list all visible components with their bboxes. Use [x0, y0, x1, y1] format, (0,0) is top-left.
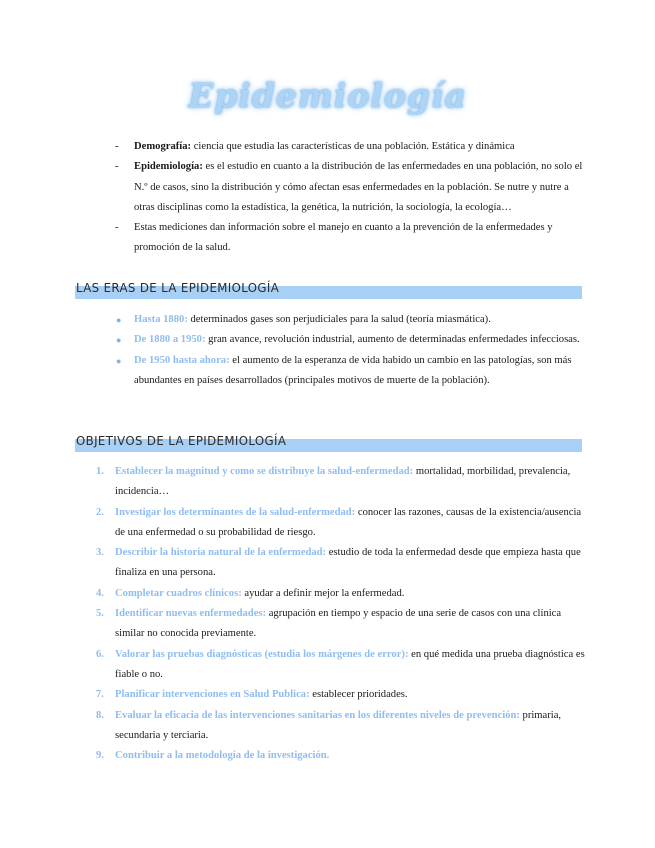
definition: Estas mediciones dan información sobre el manejo en cuanto a la prevención de la enfermedades y promoción de la salud.	[134, 222, 553, 254]
item-number: 7.	[96, 689, 104, 701]
list-item	[96, 543, 586, 584]
definition: ayudar a definir mejor la enfermedad.	[241, 587, 405, 599]
definition: el aumento de la esperanza de vida habido un cambio en las patologías, son más abundantes en países desarrollados (principales motivos de muerte de la población).	[134, 354, 572, 386]
term: Hasta 1880:	[134, 314, 188, 325]
section-title: LAS ERAS DE LA EPIDEMIOLOGÍA	[76, 281, 280, 296]
definition: estudio de toda la enfermedad desde que empieza hasta que finaliza en una persona.	[115, 547, 581, 579]
term: Contribuir a la metodología de la investigación.	[115, 750, 330, 762]
section-header-eras	[75, 281, 582, 299]
definition: en qué medida una prueba diagnóstica es fiable o no.	[115, 648, 585, 680]
term: Describir la historia natural de la enfermedad:	[115, 547, 327, 559]
definition: establecer prioridades.	[309, 689, 408, 701]
list-item	[115, 137, 585, 157]
item-number: 5.	[96, 608, 104, 620]
dash-bullet: -	[115, 161, 119, 173]
definition: determinados gases son perjudiciales para la salud (teoría miasmática).	[187, 314, 491, 325]
dash-bullet: -	[115, 222, 119, 234]
term: De 1950 hasta ahora:	[134, 354, 230, 366]
bullet-icon: ●	[116, 335, 122, 346]
item-number: 9.	[96, 750, 104, 762]
list-item	[96, 604, 586, 645]
item-number: 8.	[96, 709, 104, 721]
list-item	[96, 503, 586, 544]
definition: gran avance, revolución industrial, aumento de determinadas enfermedades infecciosas.	[205, 334, 580, 346]
definition: es el estudio en cuanto a la distribución de las enfermedades en una población, no solo el N.º de casos, sino la distribución y cómo afectan esas enfermedades en la población. Se nutre y nutre a otras disciplinas como la estadística, la genética, la nutrición, la sociología, la ecología…	[134, 161, 583, 213]
item-number: 3.	[96, 547, 104, 559]
definition: agrupación en tiempo y espacio de una serie de casos con una clínica similar no conocida previamente.	[115, 608, 562, 640]
bullet-icon: ●	[116, 315, 122, 325]
item-number: 6.	[96, 648, 104, 660]
list-item	[96, 685, 586, 705]
term: Investigar los determinantes de la salud-enfermedad:	[115, 506, 356, 518]
list-item	[115, 157, 585, 218]
objetivos-list	[96, 462, 586, 766]
definition: primaria, secundaria y terciaria.	[115, 709, 562, 741]
term: Identificar nuevas enfermedades:	[115, 608, 267, 620]
list-item	[115, 310, 585, 330]
definition: ciencia que estudia las características de una población. Estática y dinámica	[191, 141, 515, 152]
term: De 1880 a 1950:	[134, 334, 206, 346]
term: Epidemiología:	[134, 161, 203, 173]
term: Completar cuadros clínicos:	[115, 587, 242, 599]
item-number: 4.	[96, 587, 104, 599]
list-item	[96, 645, 586, 686]
term: Establecer la magnitud y como se distribuye la salud-enfermedad:	[115, 466, 414, 477]
list-item	[96, 584, 586, 604]
list-item	[96, 462, 586, 503]
page-title: Epidemiología	[188, 76, 467, 115]
item-number: 2.	[96, 506, 104, 518]
list-item	[115, 218, 585, 259]
list-item	[96, 746, 586, 766]
list-item	[115, 330, 585, 350]
definition: mortalidad, morbilidad, prevalencia, incidencia…	[115, 466, 571, 498]
term: Evaluar la eficacia de las intervenciones sanitarias en los diferentes niveles de prevención:	[115, 709, 520, 721]
term: Planificar intervenciones en Salud Publica:	[115, 689, 310, 701]
list-item	[115, 351, 585, 392]
definition: conocer las razones, causas de la existencia/ausencia de una enfermedad o su probabilidad de riesgo.	[115, 506, 582, 538]
term: Valorar las pruebas diagnósticas (estudia los márgenes de error):	[115, 648, 409, 660]
dash-bullet: -	[115, 141, 119, 152]
eras-list	[115, 310, 585, 391]
bullet-icon: ●	[116, 355, 122, 366]
intro-list	[115, 137, 585, 259]
section-header-objetivos	[75, 434, 582, 452]
list-item	[96, 706, 586, 747]
item-number: 1.	[96, 466, 104, 477]
section-title: OBJETIVOS DE LA EPIDEMIOLOGÍA	[76, 434, 287, 449]
term: Demografía:	[134, 141, 192, 152]
